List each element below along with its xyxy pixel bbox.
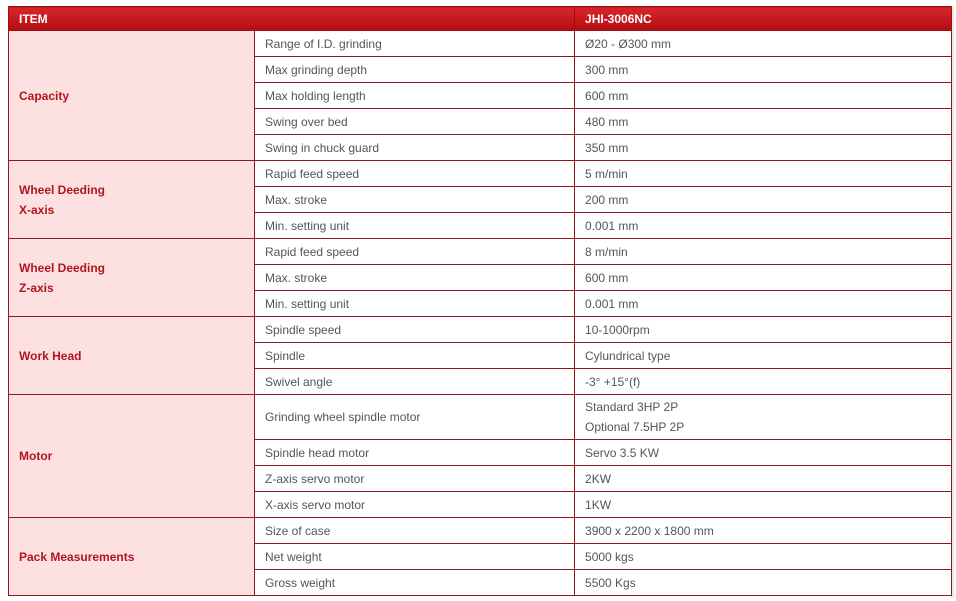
table-row [9, 161, 952, 187]
spec-value-line: 2KW [585, 471, 612, 486]
header-item: ITEM [9, 7, 575, 31]
spec-name: Range of I.D. grinding [255, 31, 575, 57]
spec-value-line: 300 mm [585, 62, 629, 77]
spec-value-line: 0.001 mm [585, 218, 639, 233]
group-label [9, 518, 255, 596]
group-label-line: Wheel Deeding [19, 182, 106, 197]
spec-value-line: 0.001 mm [585, 296, 639, 311]
spec-value [575, 544, 952, 570]
spec-name: Swing in chuck guard [255, 135, 575, 161]
spec-value-line: Cylundrical type [585, 348, 671, 363]
spec-name: Spindle [255, 343, 575, 369]
spec-name: Min. setting unit [255, 291, 575, 317]
spec-value-line: 350 mm [585, 140, 629, 155]
spec-name: Spindle speed [255, 317, 575, 343]
spec-value-line: 5000 kgs [585, 549, 634, 564]
group-label-line: Capacity [19, 88, 70, 103]
spec-value-line: 10-1000rpm [585, 322, 650, 337]
spec-value-line: 600 mm [585, 270, 629, 285]
spec-value [575, 239, 952, 265]
spec-value-line: 5500 Kgs [585, 575, 636, 590]
spec-name: X-axis servo motor [255, 492, 575, 518]
group-label-line: Z-axis [19, 280, 54, 295]
group-label-line: Wheel Deeding [19, 260, 106, 275]
table-row [9, 317, 952, 343]
spec-value [575, 440, 952, 466]
spec-value-line: Optional 7.5HP 2P [585, 420, 685, 434]
group-label [9, 31, 255, 161]
spec-value [575, 135, 952, 161]
table-row [9, 31, 952, 57]
group-label [9, 161, 255, 239]
spec-value [575, 265, 952, 291]
spec-table [8, 6, 952, 596]
spec-name: Max grinding depth [255, 57, 575, 83]
spec-value-line: Ø20 - Ø300 mm [585, 36, 672, 51]
spec-value [575, 466, 952, 492]
spec-value [575, 343, 952, 369]
spec-name: Grinding wheel spindle motor [255, 395, 575, 440]
spec-value [575, 317, 952, 343]
group-label-line: X-axis [19, 202, 55, 217]
table-row [9, 395, 952, 440]
spec-value [575, 492, 952, 518]
group-label [9, 317, 255, 395]
spec-name: Size of case [255, 518, 575, 544]
group-label-line: Pack Measurements [19, 549, 135, 564]
group-label-line: Work Head [19, 348, 82, 363]
spec-value-line: 5 m/min [585, 166, 628, 181]
spec-value [575, 31, 952, 57]
table-header-row [9, 7, 952, 31]
spec-value [575, 518, 952, 544]
spec-name: Swivel angle [255, 369, 575, 395]
spec-value-line: Standard 3HP 2P [585, 400, 679, 414]
spec-value [575, 369, 952, 395]
spec-value-line: Servo 3.5 KW [585, 445, 660, 460]
spec-value-line: 3900 x 2200 x 1800 mm [585, 523, 714, 538]
group-label [9, 395, 255, 518]
spec-value [575, 291, 952, 317]
spec-value-line: 600 mm [585, 88, 629, 103]
spec-value [575, 83, 952, 109]
spec-value [575, 395, 952, 440]
spec-name: Min. setting unit [255, 213, 575, 239]
spec-value-line: 8 m/min [585, 244, 628, 259]
spec-name: Max holding length [255, 83, 575, 109]
header-model: JHI-3006NC [575, 7, 952, 31]
spec-value-line: 1KW [585, 497, 612, 512]
spec-value [575, 213, 952, 239]
table-row [9, 518, 952, 544]
spec-name: Swing over bed [255, 109, 575, 135]
spec-value-line: 480 mm [585, 114, 629, 129]
spec-value [575, 161, 952, 187]
spec-table-container [8, 6, 951, 596]
group-label-line: Motor [19, 449, 53, 463]
table-body [9, 31, 952, 596]
spec-name: Rapid feed speed [255, 239, 575, 265]
spec-value [575, 57, 952, 83]
spec-name: Z-axis servo motor [255, 466, 575, 492]
table-row [9, 239, 952, 265]
spec-value [575, 570, 952, 596]
spec-name: Net weight [255, 544, 575, 570]
spec-name: Rapid feed speed [255, 161, 575, 187]
spec-value [575, 109, 952, 135]
spec-name: Max. stroke [255, 265, 575, 291]
spec-value-line: 200 mm [585, 192, 629, 207]
spec-name: Max. stroke [255, 187, 575, 213]
spec-value [575, 187, 952, 213]
group-label [9, 239, 255, 317]
spec-value-line: -3° +15°(f) [585, 374, 641, 389]
spec-name: Spindle head motor [255, 440, 575, 466]
spec-name: Gross weight [255, 570, 575, 596]
